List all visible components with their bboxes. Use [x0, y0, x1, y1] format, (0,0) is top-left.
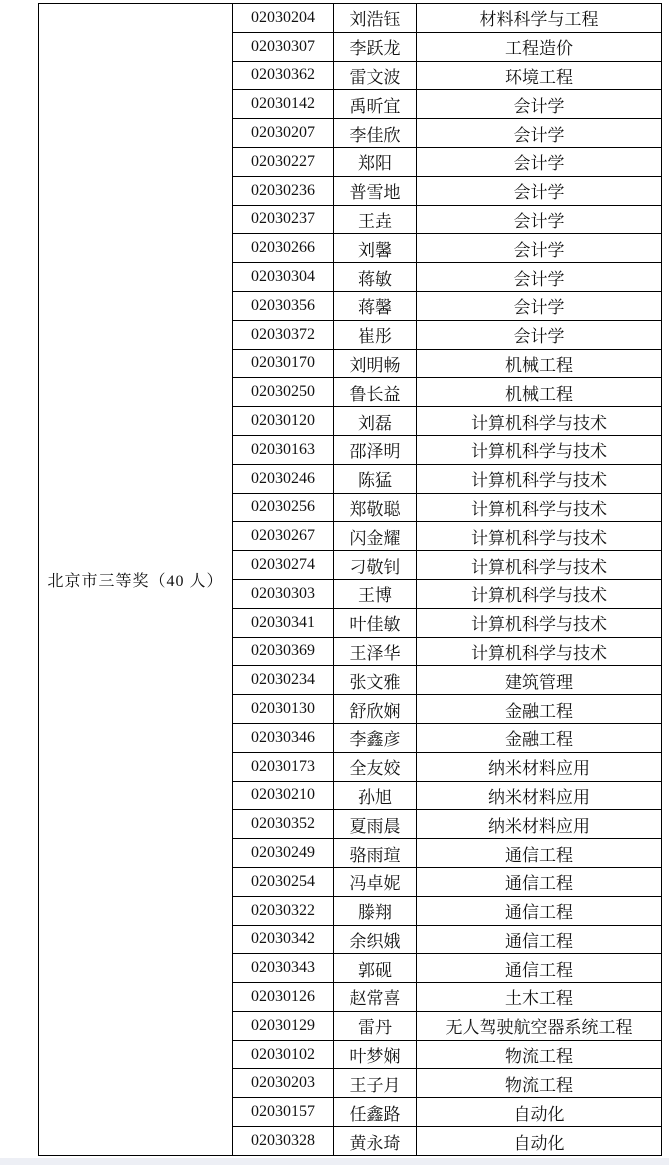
- student-name-cell: 邵泽明: [334, 435, 417, 464]
- student-id-cell: 02030369: [233, 637, 334, 666]
- student-major-cell: 计算机科学与技术: [417, 579, 662, 608]
- student-major-cell: 会计学: [417, 90, 662, 119]
- student-id-cell: 02030204: [233, 4, 334, 33]
- student-name-cell: 张文雅: [334, 666, 417, 695]
- student-name-cell: 郑敬聪: [334, 493, 417, 522]
- student-name-cell: 郑阳: [334, 147, 417, 176]
- student-name-cell: 王垚: [334, 205, 417, 234]
- student-id-cell: 02030341: [233, 608, 334, 637]
- student-id-cell: 02030203: [233, 1069, 334, 1098]
- student-name-cell: 舒欣娴: [334, 695, 417, 724]
- student-major-cell: 自动化: [417, 1098, 662, 1127]
- award-group-label: 北京市三等奖（40 人）: [39, 4, 233, 1156]
- student-name-cell: 夏雨晨: [334, 810, 417, 839]
- student-id-cell: 02030210: [233, 781, 334, 810]
- student-id-cell: 02030249: [233, 839, 334, 868]
- student-name-cell: 全友姣: [334, 752, 417, 781]
- student-major-cell: 物流工程: [417, 1069, 662, 1098]
- student-name-cell: 蒋敏: [334, 263, 417, 292]
- student-name-cell: 刘磊: [334, 407, 417, 436]
- student-id-cell: 02030236: [233, 176, 334, 205]
- student-id-cell: 02030346: [233, 723, 334, 752]
- student-name-cell: 叶佳敏: [334, 608, 417, 637]
- student-id-cell: 02030250: [233, 378, 334, 407]
- student-name-cell: 郭砚: [334, 954, 417, 983]
- student-major-cell: 计算机科学与技术: [417, 637, 662, 666]
- student-name-cell: 蒋馨: [334, 291, 417, 320]
- student-name-cell: 余织娥: [334, 925, 417, 954]
- student-id-cell: 02030256: [233, 493, 334, 522]
- student-major-cell: 通信工程: [417, 896, 662, 925]
- student-name-cell: 王子月: [334, 1069, 417, 1098]
- student-major-cell: 会计学: [417, 147, 662, 176]
- student-id-cell: 02030130: [233, 695, 334, 724]
- student-major-cell: 通信工程: [417, 954, 662, 983]
- student-major-cell: 机械工程: [417, 349, 662, 378]
- student-id-cell: 02030207: [233, 119, 334, 148]
- student-major-cell: 纳米材料应用: [417, 781, 662, 810]
- student-id-cell: 02030328: [233, 1127, 334, 1156]
- student-id-cell: 02030307: [233, 32, 334, 61]
- student-major-cell: 金融工程: [417, 723, 662, 752]
- student-id-cell: 02030342: [233, 925, 334, 954]
- student-name-cell: 雷丹: [334, 1011, 417, 1040]
- student-major-cell: 计算机科学与技术: [417, 435, 662, 464]
- student-major-cell: 会计学: [417, 320, 662, 349]
- student-name-cell: 闪金耀: [334, 522, 417, 551]
- page-bottom-edge: [0, 1158, 669, 1165]
- student-id-cell: 02030170: [233, 349, 334, 378]
- awards-table-body: [39, 4, 662, 1156]
- student-id-cell: 02030246: [233, 464, 334, 493]
- table-row: [39, 4, 662, 33]
- student-id-cell: 02030352: [233, 810, 334, 839]
- student-major-cell: 计算机科学与技术: [417, 407, 662, 436]
- student-id-cell: 02030126: [233, 983, 334, 1012]
- student-id-cell: 02030142: [233, 90, 334, 119]
- student-major-cell: 会计学: [417, 263, 662, 292]
- student-id-cell: 02030372: [233, 320, 334, 349]
- student-id-cell: 02030173: [233, 752, 334, 781]
- student-name-cell: 陈猛: [334, 464, 417, 493]
- student-major-cell: 计算机科学与技术: [417, 608, 662, 637]
- student-major-cell: 机械工程: [417, 378, 662, 407]
- student-name-cell: 刘浩钰: [334, 4, 417, 33]
- student-major-cell: 会计学: [417, 205, 662, 234]
- student-id-cell: 02030362: [233, 61, 334, 90]
- student-major-cell: 会计学: [417, 291, 662, 320]
- student-id-cell: 02030157: [233, 1098, 334, 1127]
- student-id-cell: 02030120: [233, 407, 334, 436]
- student-major-cell: 计算机科学与技术: [417, 522, 662, 551]
- student-major-cell: 无人驾驶航空器系统工程: [417, 1011, 662, 1040]
- student-major-cell: 环境工程: [417, 61, 662, 90]
- student-name-cell: 雷文波: [334, 61, 417, 90]
- student-id-cell: 02030322: [233, 896, 334, 925]
- student-name-cell: 刘明畅: [334, 349, 417, 378]
- student-name-cell: 刁敬钊: [334, 551, 417, 580]
- student-id-cell: 02030274: [233, 551, 334, 580]
- student-major-cell: 物流工程: [417, 1040, 662, 1069]
- student-name-cell: 黄永琦: [334, 1127, 417, 1156]
- student-major-cell: 通信工程: [417, 839, 662, 868]
- student-name-cell: 鲁长益: [334, 378, 417, 407]
- student-major-cell: 会计学: [417, 234, 662, 263]
- student-major-cell: 通信工程: [417, 867, 662, 896]
- student-name-cell: 叶梦娴: [334, 1040, 417, 1069]
- student-name-cell: 赵常喜: [334, 983, 417, 1012]
- student-major-cell: 纳米材料应用: [417, 810, 662, 839]
- student-major-cell: 计算机科学与技术: [417, 551, 662, 580]
- student-id-cell: 02030304: [233, 263, 334, 292]
- student-id-cell: 02030102: [233, 1040, 334, 1069]
- student-name-cell: 滕翔: [334, 896, 417, 925]
- student-major-cell: 工程造价: [417, 32, 662, 61]
- student-name-cell: 李鑫彦: [334, 723, 417, 752]
- student-id-cell: 02030254: [233, 867, 334, 896]
- student-id-cell: 02030343: [233, 954, 334, 983]
- student-name-cell: 李跃龙: [334, 32, 417, 61]
- student-id-cell: 02030234: [233, 666, 334, 695]
- student-major-cell: 建筑管理: [417, 666, 662, 695]
- student-name-cell: 禹昕宜: [334, 90, 417, 119]
- student-name-cell: 王泽华: [334, 637, 417, 666]
- student-name-cell: 普雪地: [334, 176, 417, 205]
- student-name-cell: 骆雨瑄: [334, 839, 417, 868]
- student-major-cell: 纳米材料应用: [417, 752, 662, 781]
- student-id-cell: 02030266: [233, 234, 334, 263]
- student-major-cell: 会计学: [417, 176, 662, 205]
- student-id-cell: 02030303: [233, 579, 334, 608]
- student-major-cell: 计算机科学与技术: [417, 493, 662, 522]
- student-major-cell: 自动化: [417, 1127, 662, 1156]
- student-id-cell: 02030227: [233, 147, 334, 176]
- student-major-cell: 通信工程: [417, 925, 662, 954]
- student-major-cell: 材料科学与工程: [417, 4, 662, 33]
- student-major-cell: 会计学: [417, 119, 662, 148]
- student-major-cell: 计算机科学与技术: [417, 464, 662, 493]
- student-name-cell: 刘馨: [334, 234, 417, 263]
- student-name-cell: 孙旭: [334, 781, 417, 810]
- student-id-cell: 02030356: [233, 291, 334, 320]
- student-id-cell: 02030163: [233, 435, 334, 464]
- student-id-cell: 02030237: [233, 205, 334, 234]
- student-name-cell: 冯卓妮: [334, 867, 417, 896]
- student-major-cell: 土木工程: [417, 983, 662, 1012]
- student-id-cell: 02030129: [233, 1011, 334, 1040]
- student-name-cell: 王博: [334, 579, 417, 608]
- student-name-cell: 李佳欣: [334, 119, 417, 148]
- student-major-cell: 金融工程: [417, 695, 662, 724]
- awards-table: [38, 3, 662, 1156]
- student-name-cell: 任鑫路: [334, 1098, 417, 1127]
- student-name-cell: 崔彤: [334, 320, 417, 349]
- student-id-cell: 02030267: [233, 522, 334, 551]
